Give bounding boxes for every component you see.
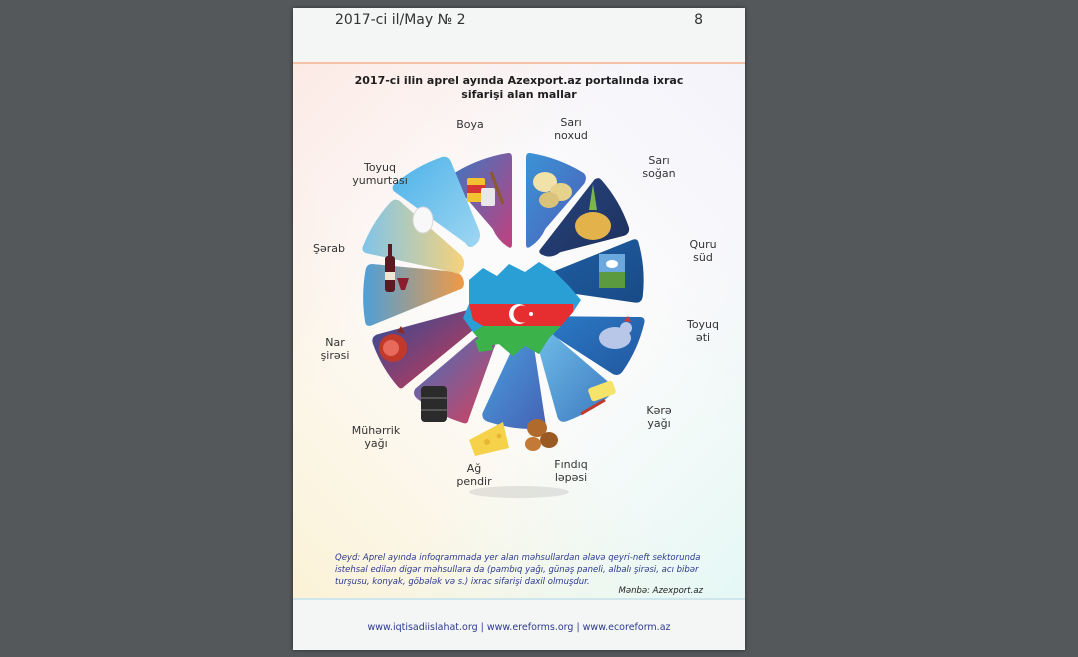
product-label-1 [554,116,588,142]
product-label-line: Sarı [648,154,670,167]
product-wheel [293,64,745,598]
product-label-line: noxud [554,129,588,142]
product-label-line: Kərə [646,404,672,417]
product-label-line: soğan [642,167,676,180]
hazelnut-icon [525,419,558,451]
product-label-line: Ağ [466,462,482,475]
page-number: 8 [694,12,703,28]
product-label-line: Boya [456,118,484,131]
product-label-10 [313,242,345,255]
product-label-8 [352,424,401,450]
product-label-line: şirəsi [320,349,350,362]
product-label-line: pendir [456,475,492,488]
note-text: Qeyd: Aprel ayında infoqrammada yer alan məhsullardan əlavə qeyri-neft sektorunda istehsal edilən digər məhsullara da (pambıq yağı, günəş paneli, albalı şirəsi, acı bibər turşusu, konyak, göbələk və s.) ixrac sifarişi daxil olmuşdur. [335,553,701,587]
product-label-line: süd [693,251,713,264]
oil-barrel-icon [421,386,447,422]
page-footer [293,598,745,650]
product-label-line: Toyuq [686,318,720,331]
product-label-line: yağı [364,437,388,450]
product-label-3 [689,238,716,264]
product-label-line: Sarı [560,116,582,129]
milk-powder-box-icon [599,254,625,288]
product-label-5 [646,404,672,430]
product-label-line: Mühərrik [351,424,401,437]
product-label-0 [456,118,484,131]
product-label-11 [352,161,408,187]
product-label-line: yumurtası [352,174,408,187]
product-label-6 [554,458,587,484]
document-page [293,8,745,650]
page-header [293,8,745,64]
product-label-2 [642,154,675,180]
product-label-line: Fındıq [554,458,588,471]
product-label-line: ləpəsi [554,471,588,484]
egg-icon [413,207,433,233]
issue-label: 2017-ci il/May № 2 [335,12,466,28]
product-label-line: yağı [647,417,671,430]
footer-links[interactable]: www.iqtisadiislahat.org | www.ereforms.org | www.ecoreform.az [367,622,671,633]
product-label-line: əti [695,331,711,344]
product-label-line: Şərab [313,242,345,255]
cheese-icon [469,422,509,456]
source-text: Mənbə: Azexport.az [618,586,703,596]
title-line-2: sifarişi alan mallar [461,88,577,101]
infographic-area [293,64,745,598]
product-label-line: Quru [689,238,717,251]
title-line-1: 2017-ci ilin aprel ayında Azexport.az portalında ixrac [354,74,684,87]
product-label-7 [456,462,492,488]
product-label-line: Toyuq [363,161,397,174]
product-label-line: Nar [325,336,345,349]
product-label-4 [686,318,719,344]
product-label-9 [321,336,350,362]
